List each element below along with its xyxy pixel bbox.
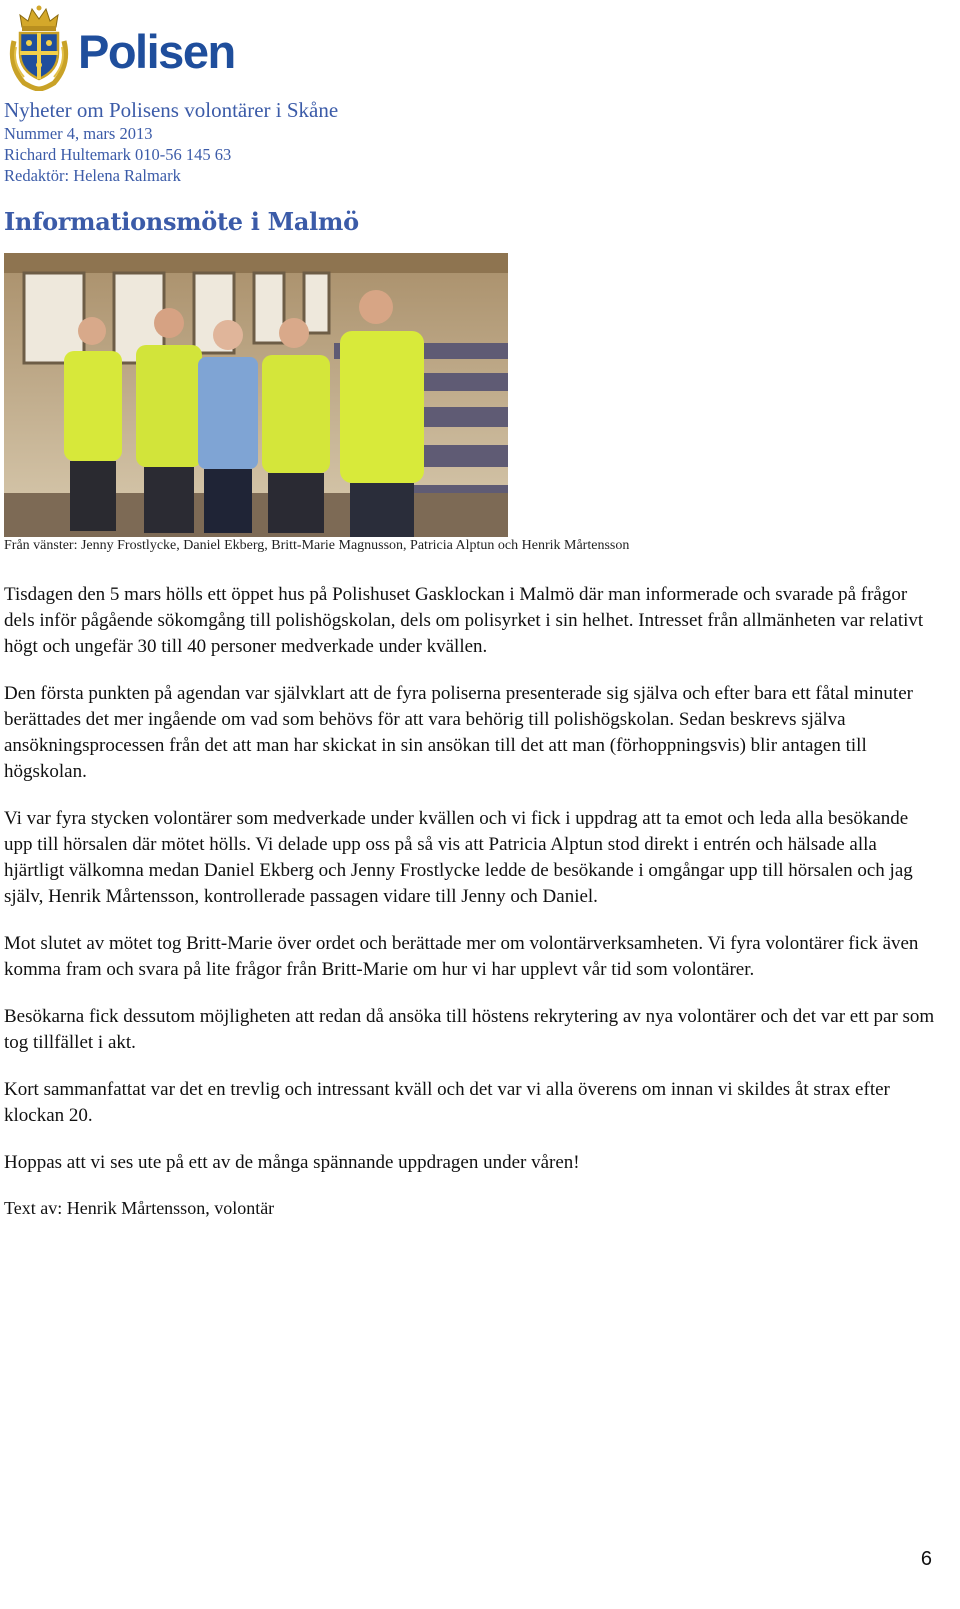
article-paragraph: Den första punkten på agendan var självklart att de fyra poliserna presenterade sig själva och efter bara ett fåtal minuter berättades det mer ingående om vad som behövs för att vara behörig till polishögskolan. Sedan beskrevs själva ansökningsprocessen från det att man har skickat in sin ansökan till det att man (förhoppningsvis) blir antagen till högskolan. [4, 683, 913, 782]
article-photo [4, 253, 508, 537]
page-number: 6 [920, 1548, 932, 1570]
logo-wordmark: Polisen [78, 24, 235, 78]
article-paragraph: Besökarna fick dessutom möjligheten att redan då ansöka till höstens rekrytering av nya volontärer och det var ett par som tog tillfället i akt. [4, 1006, 935, 1053]
volunteers-group-photo [4, 253, 508, 537]
article-body [4, 582, 939, 1242]
article-paragraph: Kort sammanfattat var det en trevlig och intressant kväll och det var vi alla överens om innan vi skildes åt strax efter klockan 20. [4, 1079, 890, 1126]
contact-line: Richard Hultemark 010-56 145 63 [4, 145, 232, 164]
editor-line: Redaktör: Helena Ralmark [4, 166, 181, 185]
polisen-logo [6, 2, 235, 92]
article-title: Informationsmöte i Malmö [4, 207, 359, 236]
article-paragraph: Hoppas att vi ses ute på ett av de många spännande uppdragen under våren! [4, 1152, 580, 1173]
photo-caption: Från vänster: Jenny Frostlycke, Daniel Ekberg, Britt-Marie Magnusson, Patricia Alptun och Henrik Mårtensson [4, 538, 630, 553]
issue-line: Nummer 4, mars 2013 [4, 124, 153, 143]
article-paragraph: Tisdagen den 5 mars hölls ett öppet hus på Polishuset Gasklockan i Malmö där man informerade och svarade på frågor dels inför pågående sökomgång till polishögskolan, dels om polisyrket i sin helhet. Intresset från allmänheten var relativt högt och ungefär 30 till 40 personer medverkade under kvällen. [4, 584, 924, 657]
police-crest-icon [6, 3, 72, 91]
article-paragraph: Vi var fyra stycken volontärer som medverkade under kvällen och vi fick i uppdrag att ta emot och leda alla besökande upp till hörsalen där mötet hölls. Vi delade upp oss på så vis att Patricia Alptun stod direkt i entrén och hälsade alla hjärtligt välkomna medan Daniel Ekberg och Jenny Frostlycke ledde de besökande i omgångar upp till hörsalen och jag själv, Henrik Mårtensson, kontrollerade passagen vidare till Jenny och Daniel. [4, 808, 913, 907]
article-paragraph: Mot slutet av mötet tog Britt-Marie över ordet och berättade mer om volontärverksamheten. Vi fyra volontärer fick även komma fram och svara på lite frågor från Britt-Marie om hur vi har upplevt vår tid som volontärer. [4, 933, 919, 980]
newsletter-title: Nyheter om Polisens volontärer i Skåne [4, 98, 339, 122]
article-byline: Text av: Henrik Mårtensson, volontär [4, 1198, 275, 1218]
